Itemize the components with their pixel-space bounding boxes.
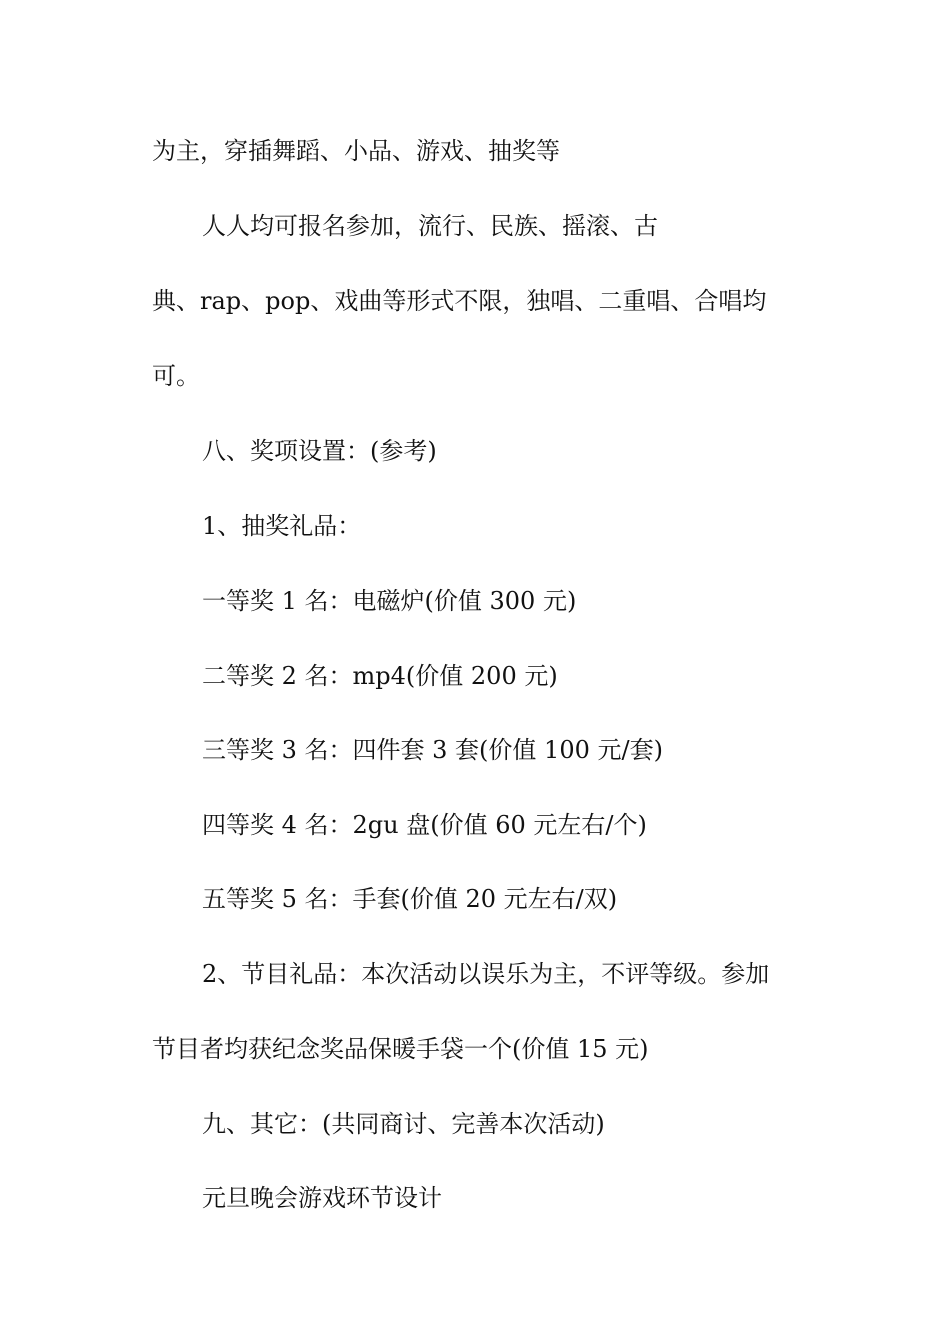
section-heading-other: 九、其它：(共同商讨、完善本次活动) <box>202 1110 605 1138</box>
paragraph-line-end: 可。 <box>152 362 200 390</box>
prize-item-fourth: 四等奖 4 名：2gu 盘(价值 60 元左右/个) <box>202 811 647 839</box>
prize-item-fifth: 五等奖 5 名：手套(价值 20 元左右/双) <box>202 885 618 913</box>
prize-item-second: 二等奖 2 名：mp4(价值 200 元) <box>202 662 558 690</box>
paragraph-line-styles: 典、rap、pop、戏曲等形式不限，独唱、二重唱、合唱均 <box>152 287 767 315</box>
subheading-program-prizes: 2、节目礼品：本次活动以误乐为主，不评等级。参加 <box>202 960 770 988</box>
prize-item-third: 三等奖 3 名：四件套 3 套(价值 100 元/套) <box>202 736 663 764</box>
paragraph-line-program-gift: 节目者均获纪念奖品保暖手袋一个(价值 15 元) <box>152 1035 649 1063</box>
prize-item-first: 一等奖 1 名：电磁炉(价值 300 元) <box>202 587 577 615</box>
section-heading-awards: 八、奖项设置：(参考) <box>202 437 437 465</box>
paragraph-line-participation: 人人均可报名参加，流行、民族、摇滚、古 <box>202 212 658 240</box>
section-heading-game-design: 元旦晚会游戏环节设计 <box>202 1184 442 1212</box>
paragraph-line-continuation: 为主，穿插舞蹈、小品、游戏、抽奖等 <box>152 137 560 165</box>
subheading-lottery-prizes: 1、抽奖礼品： <box>202 512 362 540</box>
